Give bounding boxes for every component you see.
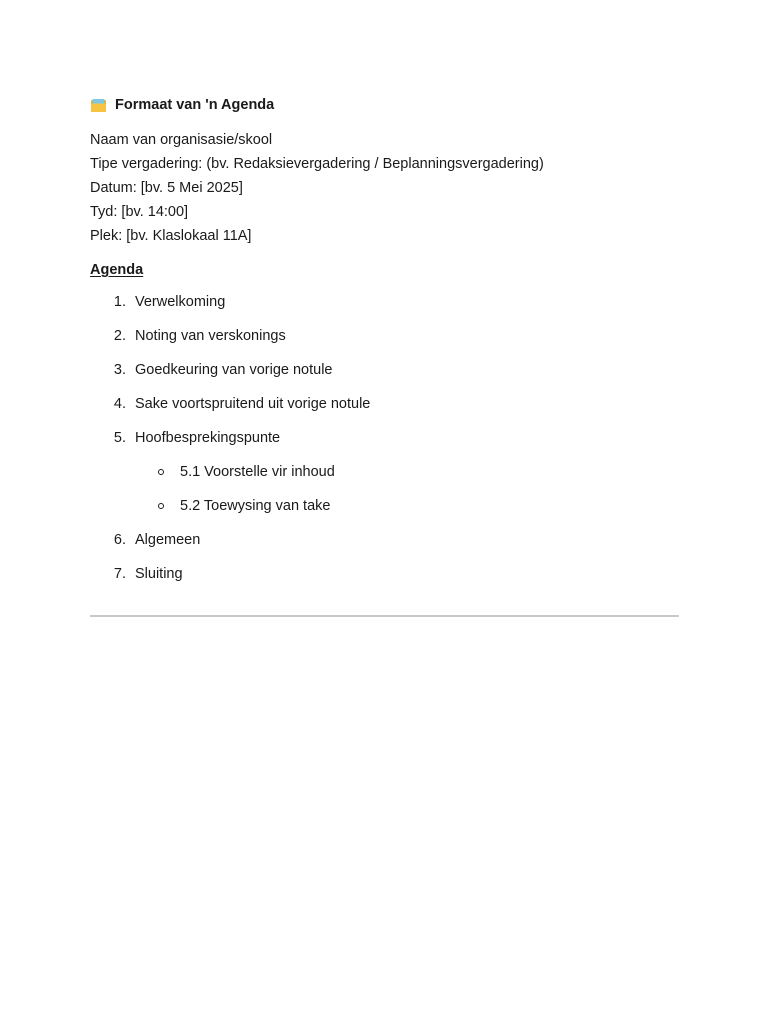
agenda-item-label: Hoofbesprekingspunte — [135, 430, 281, 446]
agenda-list — [90, 291, 679, 597]
agenda-item-number: 2. — [113, 328, 126, 344]
agenda-item — [90, 359, 679, 393]
agenda-sub-item-label: 5.1 Voorstelle vir inhoud — [180, 464, 335, 480]
horizontal-divider — [90, 615, 679, 617]
time-line: Tyd: [bv. 14:00] — [90, 204, 189, 220]
date-line: Datum: [bv. 5 Mei 2025] — [90, 180, 243, 196]
agenda-item-label: Verwelkoming — [135, 294, 226, 310]
agenda-item-number: 3. — [113, 362, 126, 378]
agenda-item-label: Sluiting — [135, 566, 183, 582]
agenda-item-number: 5. — [113, 430, 126, 446]
meeting-details — [90, 128, 679, 248]
hollow-bullet-icon — [158, 503, 164, 509]
agenda-sub-item-label: 5.2 Toewysing van take — [180, 498, 331, 514]
agenda-item — [90, 325, 679, 359]
agenda-item-label: Goedkeuring van vorige notule — [135, 362, 333, 378]
folder-icon — [90, 98, 107, 113]
page-title: Formaat van 'n Agenda — [115, 97, 275, 113]
document-page — [90, 94, 679, 597]
meeting-type-line: Tipe vergadering: (bv. Redaksievergadering / Beplanningsvergadering) — [90, 156, 544, 172]
title-row — [90, 94, 679, 116]
hollow-bullet-icon — [158, 469, 164, 475]
agenda-item-label: Sake voortspruitend uit vorige notule — [135, 396, 371, 412]
venue-line: Plek: [bv. Klaslokaal 11A] — [90, 228, 252, 244]
agenda-item — [90, 393, 679, 427]
agenda-sub-item — [90, 495, 679, 529]
agenda-item — [90, 529, 679, 563]
agenda-item-label: Algemeen — [135, 532, 201, 548]
organisation-line: Naam van organisasie/skool — [90, 132, 273, 148]
agenda-sub-item — [90, 461, 679, 495]
agenda-item — [90, 563, 679, 597]
agenda-item-number: 4. — [113, 396, 126, 412]
agenda-item-number: 6. — [113, 532, 126, 548]
agenda-item-number: 1. — [113, 294, 126, 310]
agenda-item-label: Noting van verskonings — [135, 328, 286, 344]
agenda-item — [90, 291, 679, 325]
agenda-heading: Agenda — [90, 262, 144, 278]
agenda-item-number: 7. — [113, 566, 126, 582]
agenda-item — [90, 427, 679, 461]
